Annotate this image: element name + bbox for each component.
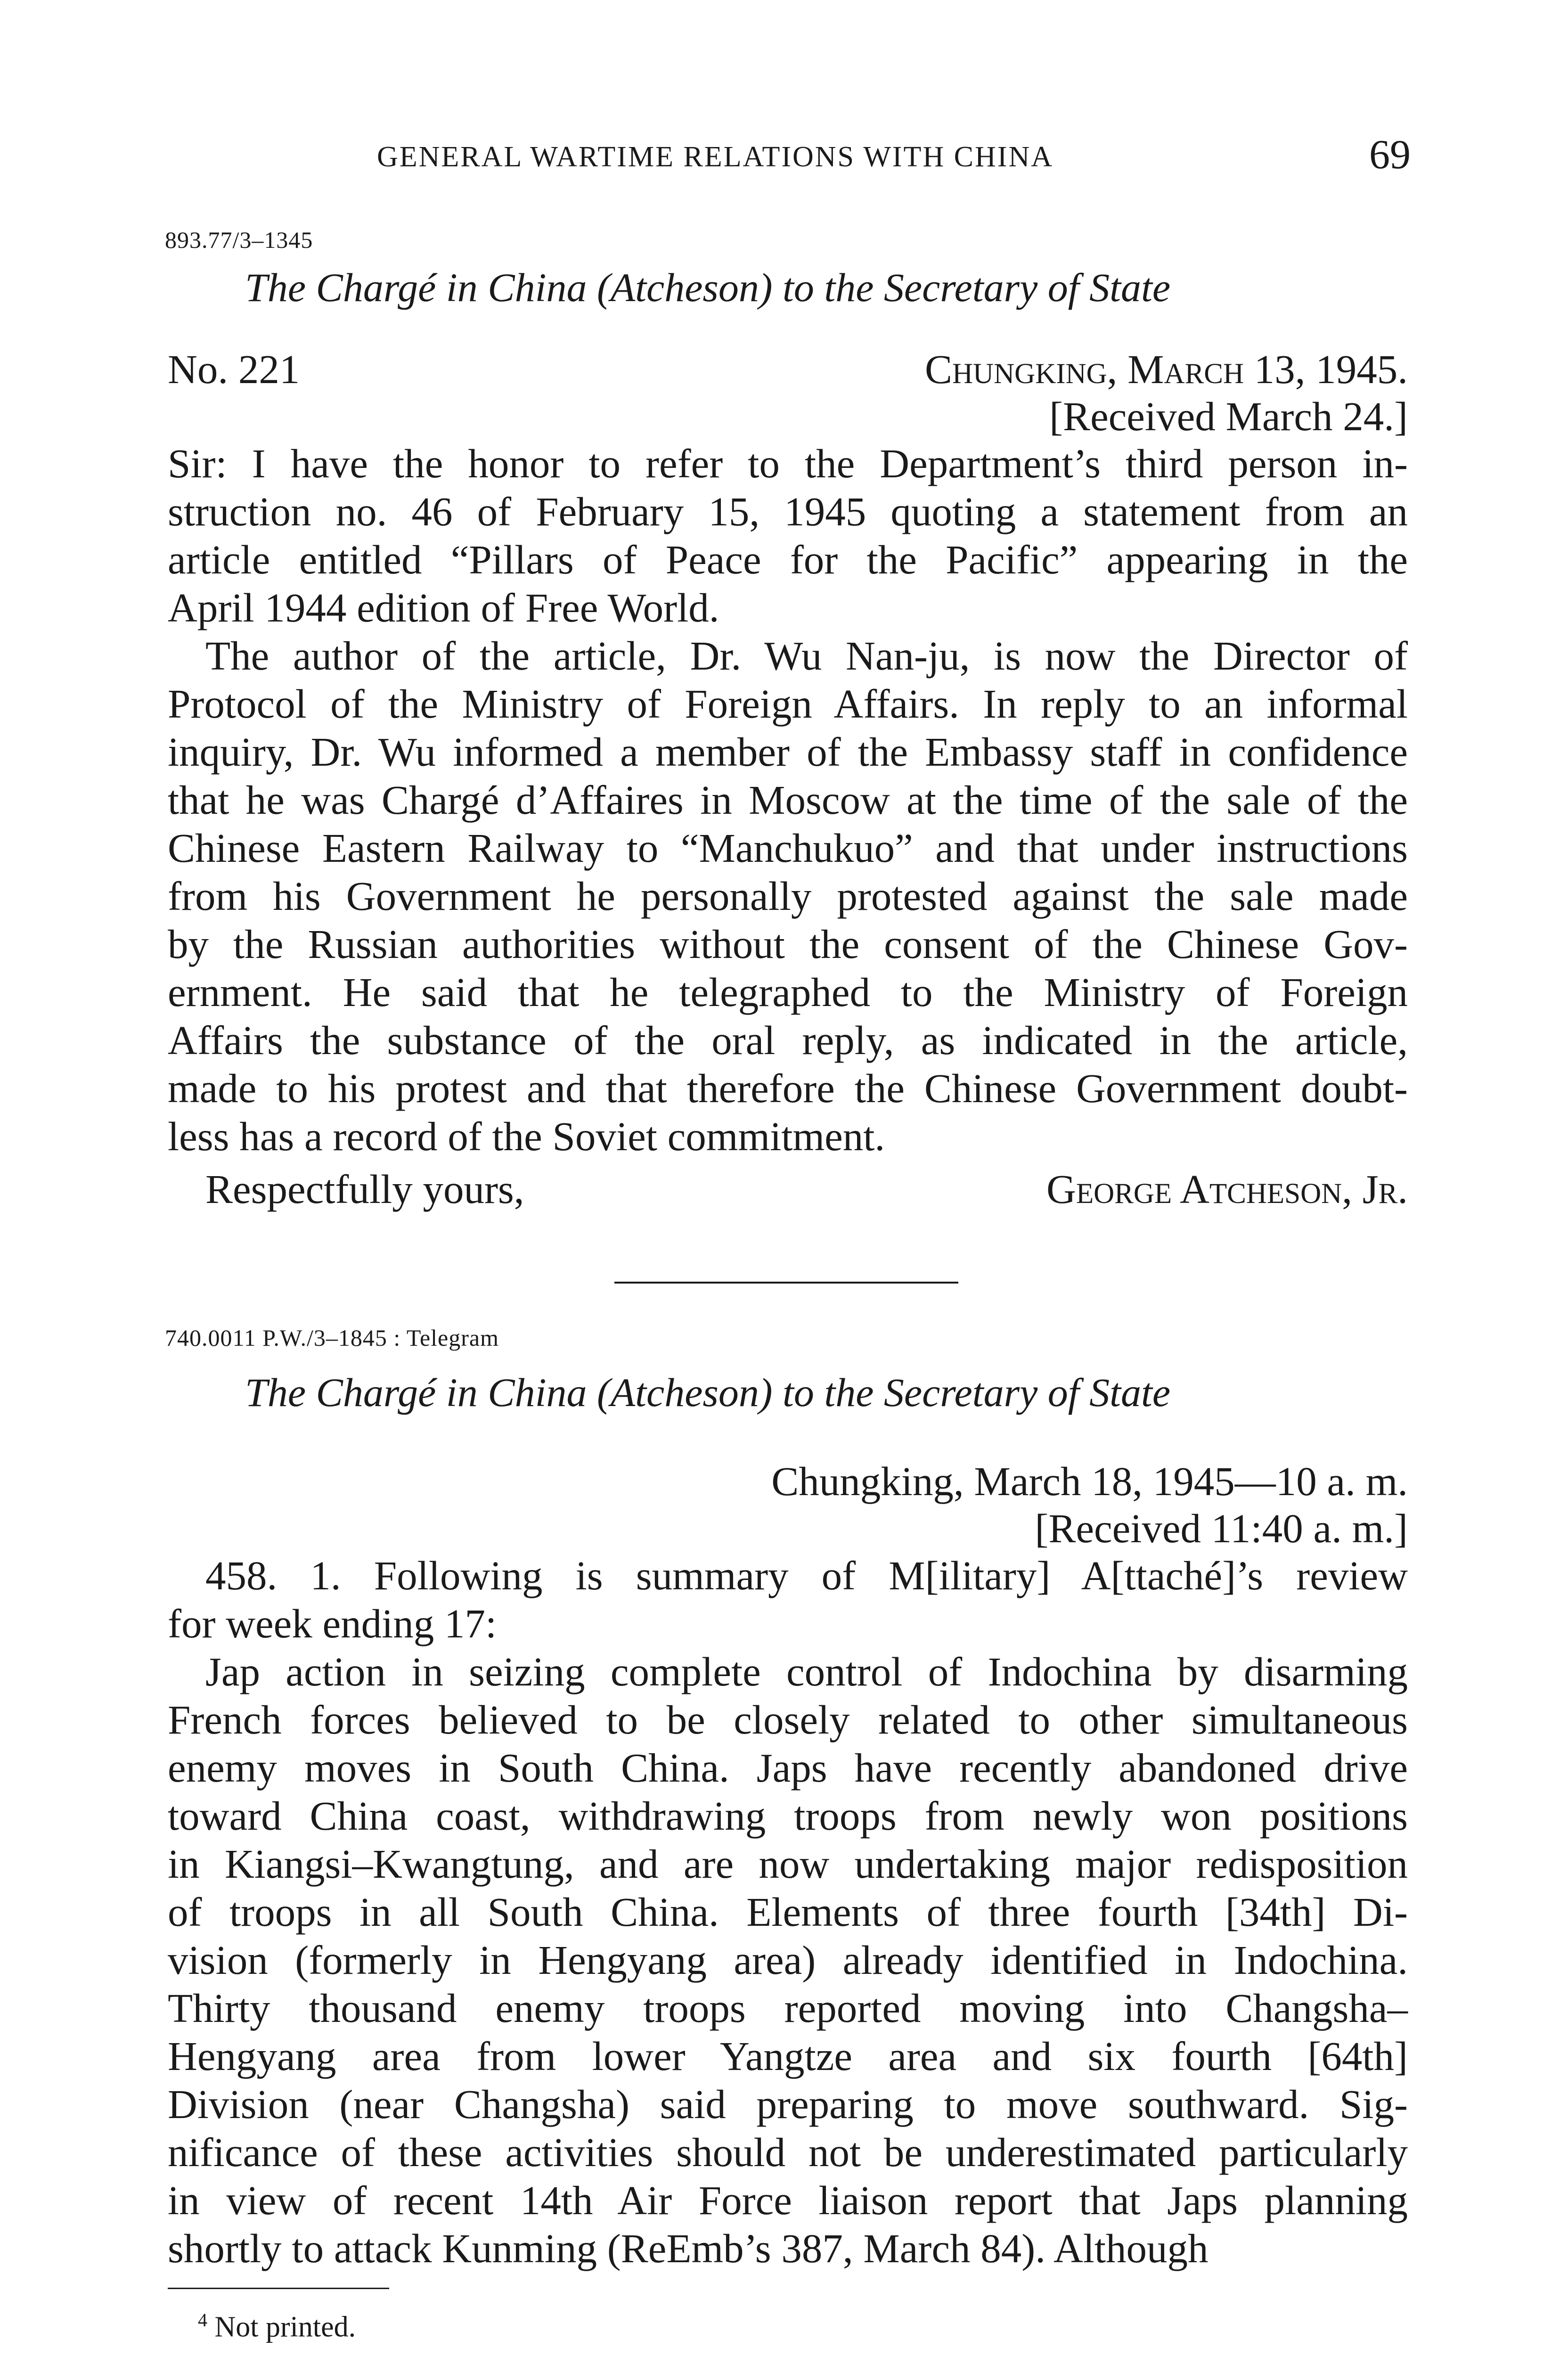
doc1-line: April 1944 edition of Free World. <box>168 585 719 630</box>
footnote-text: Not printed. <box>214 2311 356 2343</box>
doc1-line: struction no. 46 of February 15, 1945 quoting a statement from an <box>168 489 1408 534</box>
doc2-line: of troops in all South China. Elements of three fourth [34th] Di- <box>168 1889 1408 1935</box>
doc2-line: Hengyang area from lower Yangtze area and six fourth [64th] <box>168 2033 1408 2079</box>
doc2-dateline: Chungking, March 18, 1945—10 a. m. <box>771 1458 1408 1504</box>
footnote-rule <box>168 2288 389 2289</box>
footnote <box>198 2309 356 2344</box>
doc2-line: Jap action in seizing complete control of Indochina by disarming <box>205 1649 1408 1694</box>
doc2-line: toward China coast, withdrawing troops from newly won positions <box>168 1793 1408 1839</box>
doc1-line: that he was Chargé d’Affaires in Moscow at the time of the sale of the <box>168 777 1408 823</box>
doc1-number: No. 221 <box>168 346 300 392</box>
doc1-line: made to his protest and that therefore the Chinese Government doubt- <box>168 1065 1408 1111</box>
doc1-line: by the Russian authorities without the consent of the Chinese Gov- <box>168 921 1408 967</box>
section-divider <box>614 1282 958 1284</box>
doc1-line: from his Government he personally protested against the sale made <box>168 873 1408 919</box>
doc1-line: Sir: I have the honor to refer to the Department’s third person in- <box>168 441 1408 486</box>
doc1-line: Affairs the substance of the oral reply, as indicated in the article, <box>168 1017 1408 1063</box>
doc1-file-ref: 893.77/3–1345 <box>165 227 313 253</box>
doc2-line: vision (formerly in Hengyang area) already identified in Indochina. <box>168 1937 1408 1983</box>
doc2-line: for week ending 17: <box>168 1601 497 1646</box>
doc2-line: in view of recent 14th Air Force liaison report that Japs planning <box>168 2177 1408 2223</box>
doc1-line: Chinese Eastern Railway to “Manchukuo” and that under instructions <box>168 825 1408 871</box>
doc1-line: Protocol of the Ministry of Foreign Affairs. In reply to an informal <box>168 681 1408 727</box>
doc2-line: French forces believed to be closely related to other simultaneous <box>168 1697 1408 1742</box>
doc1-closing: Respectfully yours, <box>205 1166 524 1212</box>
doc1-line: ernment. He said that he telegraphed to the Ministry of Foreign <box>168 969 1408 1015</box>
doc1-line: inquiry, Dr. Wu informed a member of the Embassy staff in confidence <box>168 729 1408 775</box>
doc2-line: 458. 1. Following is summary of M[ilitary] A[ttaché]’s review <box>205 1553 1408 1598</box>
doc1-signature: George Atcheson, Jr. <box>1046 1166 1408 1212</box>
doc2-file-ref: 740.0011 P.W./3–1845 : Telegram <box>165 1325 499 1351</box>
doc2-line: shortly to attack Kunming (ReEmb’s 387, March 84). Although <box>168 2225 1209 2271</box>
doc2-line: enemy moves in South China. Japs have recently abandoned drive <box>168 1745 1408 1791</box>
doc1-dateline: Chungking, March 13, 1945. <box>924 346 1408 392</box>
doc2-title: The Chargé in China (Atcheson) to the Secretary of State <box>245 1370 1171 1415</box>
doc1-title: The Chargé in China (Atcheson) to the Secretary of State <box>245 265 1171 310</box>
doc2-received: [Received 11:40 a. m.] <box>1035 1505 1408 1551</box>
doc2-line: Division (near Changsha) said preparing to move southward. Sig- <box>168 2081 1408 2127</box>
doc2-line: nificance of these activities should not be underestimated particularly <box>168 2129 1408 2175</box>
running-head: GENERAL WARTIME RELATIONS WITH CHINA <box>377 141 1054 173</box>
doc1-received: [Received March 24.] <box>1049 393 1408 439</box>
page-number: 69 <box>1369 132 1411 178</box>
doc2-line: in Kiangsi–Kwangtung, and are now undertaking major redisposition <box>168 1841 1408 1887</box>
doc1-line: article entitled “Pillars of Peace for the Pacific” appearing in the <box>168 537 1408 582</box>
doc1-line: less has a record of the Soviet commitment. <box>168 1113 885 1159</box>
footnote-mark: 4 <box>198 2309 207 2331</box>
doc1-line: The author of the article, Dr. Wu Nan-ju, is now the Director of <box>205 633 1408 679</box>
doc2-line: Thirty thousand enemy troops reported moving into Changsha– <box>168 1985 1408 2031</box>
